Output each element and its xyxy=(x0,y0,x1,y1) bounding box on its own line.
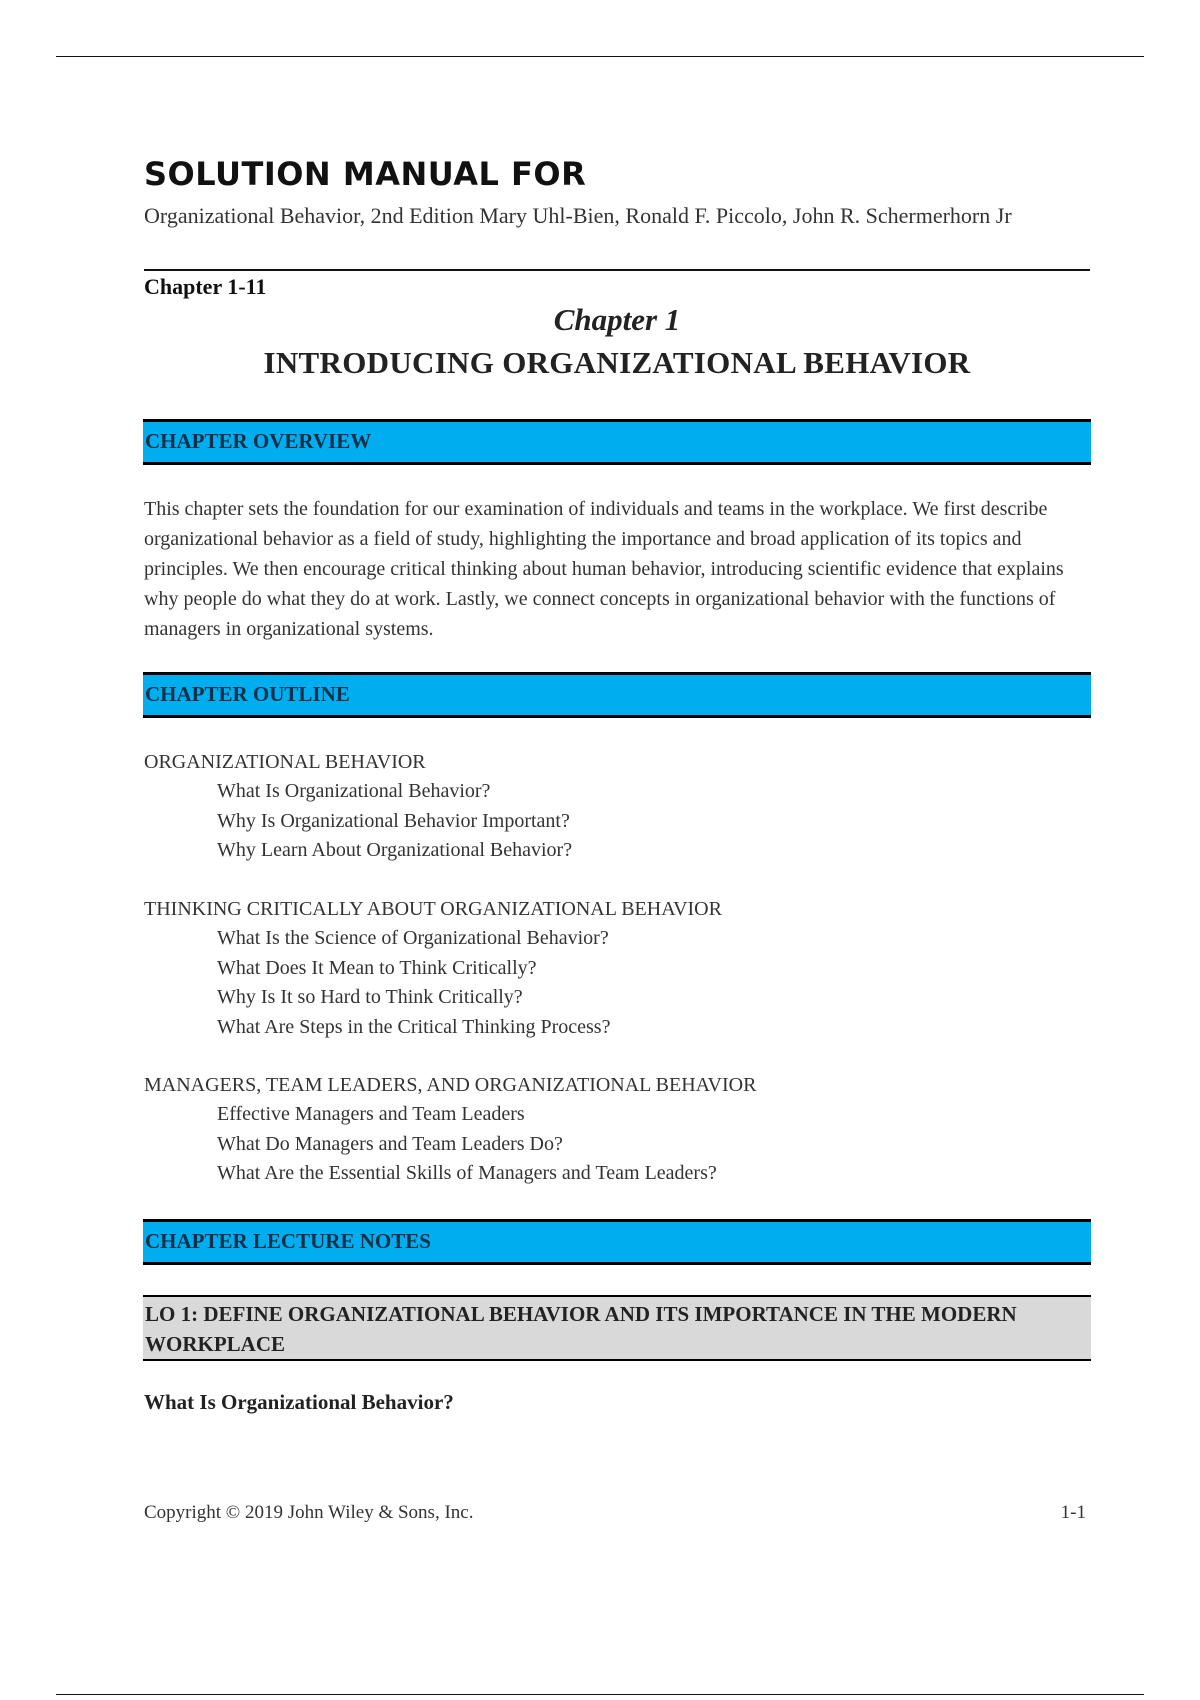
book-subtitle: Organizational Behavior, 2nd Edition Mary Uhl-Bien, Ronald F. Piccolo, John R. Schermerhorn Jr xyxy=(144,203,1012,228)
chapter-lecture-notes-band: CHAPTER LECTURE NOTES xyxy=(143,1219,1091,1265)
title-divider xyxy=(144,269,1090,271)
chapter-label: Chapter 1 xyxy=(553,302,681,337)
outline-section-heading: THINKING CRITICALLY ABOUT ORGANIZATIONAL BEHAVIOR xyxy=(144,898,722,920)
solution-manual-title: SOLUTION MANUAL FOR xyxy=(144,155,587,193)
outline-item: Why Is It so Hard to Think Critically? xyxy=(217,986,523,1008)
chapter-overview-band: CHAPTER OVERVIEW xyxy=(143,419,1091,465)
learning-objective-heading: LO 1: DEFINE ORGANIZATIONAL BEHAVIOR AND ITS IMPORTANCE IN THE MODERN WORKPLACE xyxy=(143,1295,1091,1361)
chapter-overview-text: This chapter sets the foundation for our examination of individuals and teams in the workplace. We first describe organizational behavior as a field of study, highlighting the importance and broad application of its topics and principles. We then encourage critical thinking about human behavior, introducing scientific evidence that explains why people do what they do at work. Lastly, we connect concepts in organizational behavior with the functions of managers in organizational systems. xyxy=(144,498,1064,640)
outline-section-heading: ORGANIZATIONAL BEHAVIOR xyxy=(144,751,426,773)
page-top-rule xyxy=(56,56,1144,57)
section-subheading: What Is Organizational Behavior? xyxy=(144,1390,454,1414)
chapter-outline-band: CHAPTER OUTLINE xyxy=(143,672,1091,718)
outline-item: What Do Managers and Team Leaders Do? xyxy=(217,1132,563,1155)
outline-item: What Does It Mean to Think Critically? xyxy=(217,956,537,979)
chapter-heading: INTRODUCING ORGANIZATIONAL BEHAVIOR xyxy=(263,345,971,380)
outline-section xyxy=(144,895,1090,1042)
outline-item: What Is the Science of Organizational Behavior? xyxy=(217,927,609,949)
outline-item: Why Learn About Organizational Behavior? xyxy=(217,839,573,861)
outline-section xyxy=(144,1071,1090,1189)
page-bottom-rule xyxy=(56,1694,1144,1695)
outline-item: What Are the Essential Skills of Managers and Team Leaders? xyxy=(217,1162,717,1184)
outline-item: Why Is Organizational Behavior Important? xyxy=(217,809,570,832)
outline-section xyxy=(144,748,1090,866)
outline-section-heading: MANAGERS, TEAM LEADERS, AND ORGANIZATIONAL BEHAVIOR xyxy=(144,1074,757,1096)
outline-item: What Is Organizational Behavior? xyxy=(217,780,491,802)
copyright-footer: Copyright © 2019 John Wiley & Sons, Inc. xyxy=(144,1502,474,1523)
chapter-range: Chapter 1-11 xyxy=(144,274,267,299)
outline-item: Effective Managers and Team Leaders xyxy=(217,1103,525,1125)
page-number: 1-1 xyxy=(1060,1502,1086,1523)
outline-item: What Are Steps in the Critical Thinking Process? xyxy=(217,1015,611,1038)
